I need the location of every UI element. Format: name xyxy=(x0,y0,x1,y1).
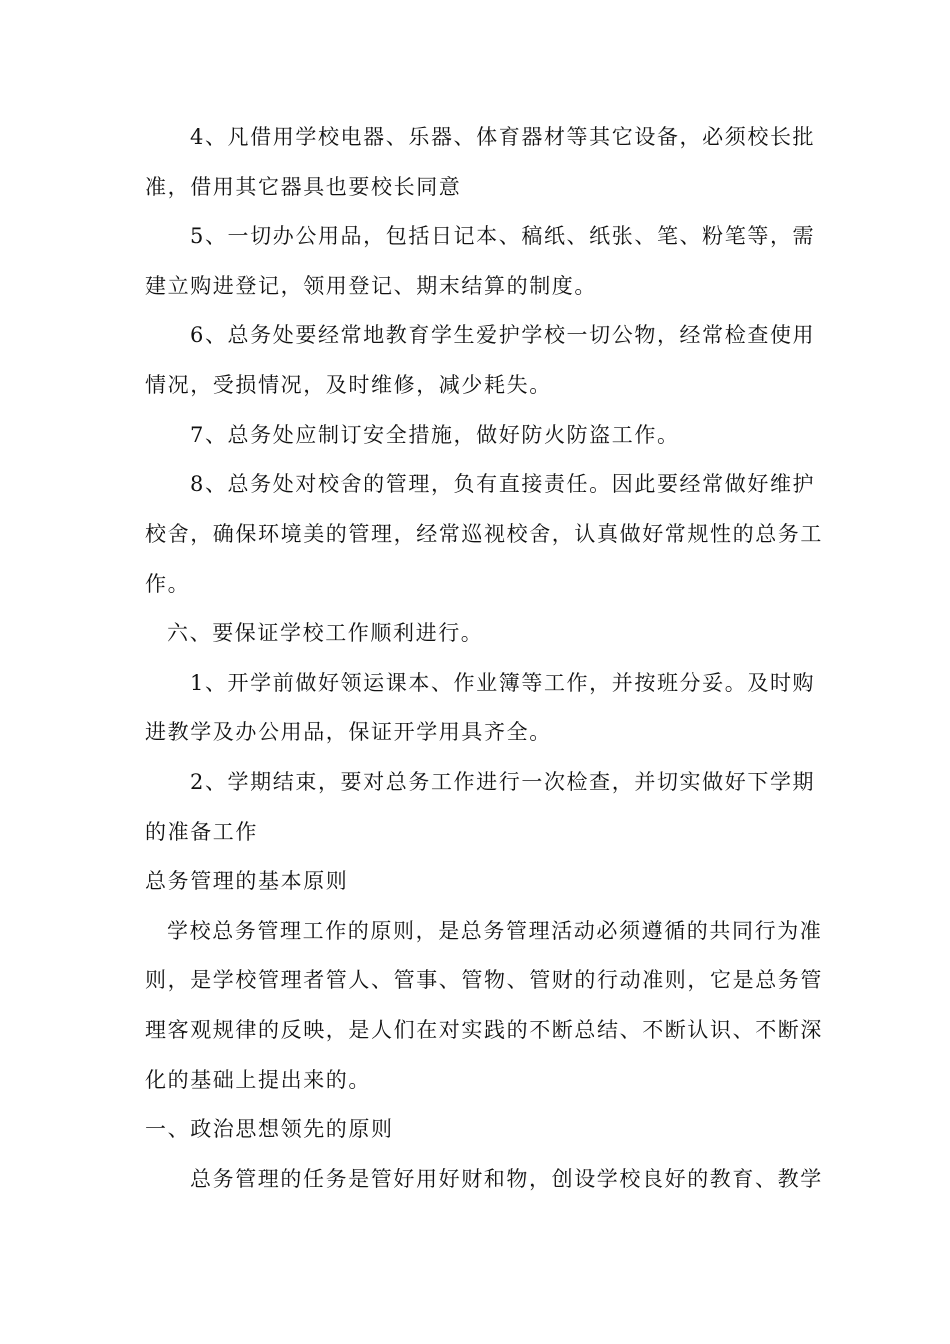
section-heading: 总务管理的基本原则 xyxy=(145,869,349,893)
paragraph-line: 5、一切办公用品，包括日记本、稿纸、纸张、笔、粉笔等，需 xyxy=(190,224,816,248)
paragraph-line: 总务管理的任务是管好用好财和物，创设学校良好的教育、教学 xyxy=(190,1167,823,1191)
paragraph-line: 作。 xyxy=(145,572,191,596)
paragraph-line: 7、总务处应制订安全措施，做好防火防盗工作。 xyxy=(190,423,680,447)
paragraph-line: 情况，受损情况，及时维修，减少耗失。 xyxy=(145,373,552,397)
paragraph-line: 校舍，确保环境美的管理，经常巡视校舍，认真做好常规性的总务工 xyxy=(145,522,823,546)
paragraph-line: 进教学及办公用品，保证开学用具齐全。 xyxy=(145,720,552,744)
paragraph-line: 建立购进登记，领用登记、期末结算的制度。 xyxy=(145,274,597,298)
paragraph-line: 4、凡借用学校电器、乐器、体育器材等其它设备，必须校长批 xyxy=(190,125,816,149)
paragraph-line: 学校总务管理工作的原则，是总务管理活动必须遵循的共同行为准 xyxy=(167,919,823,943)
paragraph-line: 理客观规律的反映，是人们在对实践的不断总结、不断认识、不断深 xyxy=(145,1018,823,1042)
paragraph-line: 8、总务处对校舍的管理，负有直接责任。因此要经常做好维护 xyxy=(190,472,816,496)
paragraph-line: 准，借用其它器具也要校长同意 xyxy=(145,175,462,199)
section-heading: 六、要保证学校工作顺利进行。 xyxy=(167,621,484,645)
paragraph-line: 化的基础上提出来的。 xyxy=(145,1068,371,1092)
paragraph-line: 2、学期结束，要对总务工作进行一次检查，并切实做好下学期 xyxy=(190,770,816,794)
paragraph-line: 6、总务处要经常地教育学生爱护学校一切公物，经常检查使用 xyxy=(190,323,816,347)
paragraph-line: 1、开学前做好领运课本、作业簿等工作，并按班分妥。及时购 xyxy=(190,671,816,695)
paragraph-line: 则，是学校管理者管人、管事、管物、管财的行动准则，它是总务管 xyxy=(145,968,823,992)
paragraph-line: 的准备工作 xyxy=(145,820,258,844)
section-heading: 一、政治思想领先的原则 xyxy=(145,1117,394,1141)
